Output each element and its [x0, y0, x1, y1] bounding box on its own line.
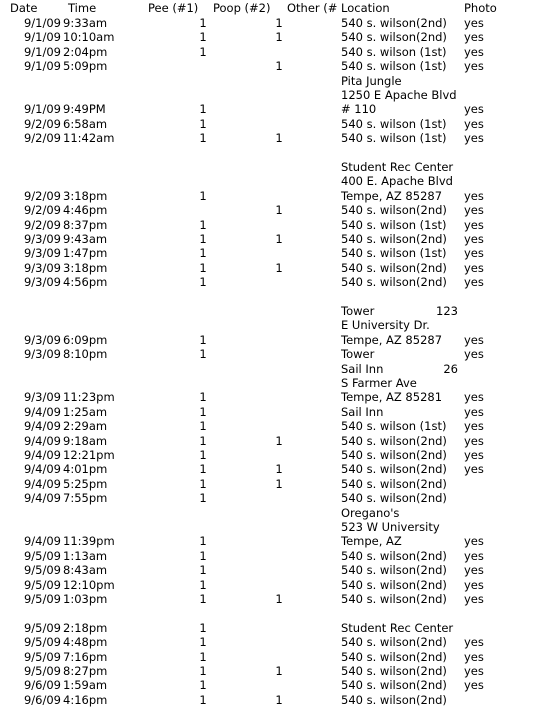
cell-photo: yes	[464, 332, 484, 347]
cell-location: 400 E. Apache Blvd	[341, 174, 453, 189]
header-pee: Pee (#1)	[148, 1, 199, 15]
cell-photo: yes	[464, 217, 484, 232]
cell-time: 9:33am	[63, 16, 108, 30]
cell-pee: 1	[199, 620, 207, 635]
cell-location: 540 s. wilson(2nd)	[341, 592, 447, 606]
table-row	[0, 362, 556, 376]
cell-poop: 1	[275, 664, 283, 678]
table-row	[0, 203, 556, 217]
table-row	[0, 261, 556, 275]
cell-location: 540 s. wilson(2nd)	[341, 476, 447, 491]
cell-poop: 1	[275, 16, 283, 30]
cell-pee: 1	[199, 188, 207, 203]
cell-time: 5:09pm	[63, 59, 108, 74]
cell-time: 1:47pm	[63, 246, 108, 261]
cell-photo: yes	[464, 390, 484, 405]
cell-poop: 1	[275, 232, 283, 246]
cell-photo: yes	[464, 649, 484, 664]
table-row	[0, 506, 556, 520]
table-row	[0, 117, 556, 131]
cell-location: 523 W University	[341, 520, 440, 534]
table-row	[0, 232, 556, 246]
cell-date: 9/2/09	[23, 131, 61, 146]
header-row	[0, 1, 556, 15]
cell-photo: yes	[464, 30, 484, 45]
table-row	[0, 174, 556, 188]
header-photo: Photo	[464, 1, 497, 15]
cell-date: 9/1/09	[23, 16, 61, 30]
cell-pee: 1	[199, 232, 207, 246]
cell-time: 3:18pm	[63, 188, 108, 203]
cell-time: 2:29am	[63, 419, 108, 434]
cell-pee: 1	[199, 16, 207, 30]
cell-date: 9/5/09	[23, 592, 61, 606]
cell-date: 9/1/09	[23, 30, 61, 45]
cell-pee: 1	[199, 462, 207, 477]
cell-location: 540 s. wilson(2nd)	[341, 649, 447, 664]
cell-location: 540 s. wilson (1st)	[341, 419, 447, 434]
cell-location: Tempe, AZ 85287	[341, 332, 443, 347]
cell-time: 2:04pm	[63, 44, 108, 59]
cell-location: # 110	[341, 102, 377, 117]
header-other: Other (#	[287, 1, 338, 15]
cell-date: 9/2/09	[23, 188, 61, 203]
cell-location: Student Rec Center	[341, 620, 454, 635]
cell-date: 9/2/09	[23, 203, 61, 218]
cell-photo: yes	[464, 577, 484, 592]
cell-time: 8:10pm	[63, 347, 108, 362]
cell-location: Tempe, AZ 85281	[341, 390, 443, 405]
cell-time: 2:18pm	[63, 620, 108, 635]
cell-pee: 1	[199, 592, 207, 606]
cell-location-extra: 26	[443, 361, 458, 376]
table-row	[0, 549, 556, 563]
cell-location: 540 s. wilson(2nd)	[341, 678, 447, 693]
cell-date: 9/3/09	[23, 347, 61, 362]
cell-pee: 1	[199, 260, 207, 275]
cell-date: 9/2/09	[23, 116, 61, 131]
cell-location: S Farmer Ave	[341, 376, 417, 390]
cell-time: 4:01pm	[63, 462, 108, 477]
cell-photo: yes	[464, 592, 484, 606]
cell-location: 540 s. wilson (1st)	[341, 116, 447, 131]
cell-photo: yes	[464, 102, 484, 117]
cell-date: 9/4/09	[23, 491, 61, 506]
cell-time: 4:46pm	[63, 203, 108, 218]
cell-pee: 1	[199, 30, 207, 45]
cell-location: 540 s. wilson (1st)	[341, 131, 447, 146]
cell-pee: 1	[199, 116, 207, 131]
table-row	[0, 275, 556, 289]
cell-time: 11:23pm	[63, 390, 115, 405]
cell-date: 9/3/09	[23, 275, 61, 290]
table-row	[0, 390, 556, 404]
cell-time: 12:10pm	[63, 577, 115, 592]
cell-date: 9/4/09	[23, 433, 61, 448]
cell-pee: 1	[199, 692, 207, 707]
cell-time: 11:39pm	[63, 534, 115, 549]
cell-location: Student Rec Center	[341, 160, 454, 174]
cell-photo: yes	[464, 433, 484, 448]
cell-location: 540 s. wilson (1st)	[341, 217, 447, 232]
cell-date: 9/5/09	[23, 577, 61, 592]
cell-pee: 1	[199, 563, 207, 578]
cell-location: 540 s. wilson (1st)	[341, 59, 447, 74]
cell-photo: yes	[464, 260, 484, 275]
cell-location: 540 s. wilson(2nd)	[341, 232, 447, 246]
table-row	[0, 160, 556, 174]
cell-photo: yes	[464, 16, 484, 30]
cell-photo: yes	[464, 548, 484, 563]
table-row	[0, 563, 556, 577]
table-row	[0, 650, 556, 664]
cell-date: 9/4/09	[23, 448, 61, 462]
cell-date: 9/4/09	[23, 419, 61, 434]
cell-location: 1250 E Apache Blvd	[341, 88, 457, 102]
table-row	[0, 635, 556, 649]
cell-photo: yes	[464, 131, 484, 146]
table-row	[0, 434, 556, 448]
cell-location: 540 s. wilson(2nd)	[341, 548, 447, 563]
table-row	[0, 131, 556, 145]
cell-pee: 1	[199, 649, 207, 664]
cell-photo: yes	[464, 448, 484, 462]
header-location: Location	[341, 1, 390, 15]
cell-photo: yes	[464, 59, 484, 74]
cell-time: 6:58am	[63, 116, 108, 131]
table-row	[0, 45, 556, 59]
cell-location: 540 s. wilson(2nd)	[341, 692, 447, 707]
cell-poop: 1	[275, 433, 283, 448]
cell-date: 9/6/09	[23, 692, 61, 707]
cell-location: Tempe, AZ	[341, 534, 402, 549]
table-row	[0, 376, 556, 390]
cell-photo: yes	[464, 419, 484, 434]
cell-photo: yes	[464, 462, 484, 477]
cell-date: 9/4/09	[23, 404, 61, 419]
cell-poop: 1	[275, 260, 283, 275]
table-row	[0, 246, 556, 260]
cell-pee: 1	[199, 275, 207, 290]
cell-pee: 1	[199, 433, 207, 448]
cell-time: 8:27pm	[63, 664, 108, 678]
cell-location: 540 s. wilson(2nd)	[341, 577, 447, 592]
header-date: Date	[10, 1, 38, 15]
cell-time: 4:48pm	[63, 635, 108, 650]
cell-pee: 1	[199, 678, 207, 693]
cell-location: 540 s. wilson(2nd)	[341, 30, 447, 45]
table-row	[0, 59, 556, 73]
cell-poop: 1	[275, 30, 283, 45]
table-row	[0, 218, 556, 232]
table-row	[0, 520, 556, 534]
cell-location: 540 s. wilson(2nd)	[341, 275, 447, 290]
table-row	[0, 491, 556, 505]
cell-location: 540 s. wilson(2nd)	[341, 16, 447, 30]
cell-time: 7:16pm	[63, 649, 108, 664]
cell-location: Sail Inn	[341, 361, 384, 376]
cell-date: 9/3/09	[23, 332, 61, 347]
cell-location: 540 s. wilson (1st)	[341, 246, 447, 261]
table-row	[0, 592, 556, 606]
cell-photo: yes	[464, 246, 484, 261]
cell-pee: 1	[199, 635, 207, 650]
table-row	[0, 304, 556, 318]
cell-date: 9/5/09	[23, 635, 61, 650]
cell-pee: 1	[199, 347, 207, 362]
cell-date: 9/5/09	[23, 664, 61, 678]
cell-poop: 1	[275, 131, 283, 146]
cell-date: 9/1/09	[23, 102, 61, 117]
cell-date: 9/3/09	[23, 260, 61, 275]
table-row	[0, 74, 556, 88]
cell-pee: 1	[199, 217, 207, 232]
table-row	[0, 419, 556, 433]
table-row	[0, 693, 556, 707]
cell-photo: yes	[464, 534, 484, 549]
cell-pee: 1	[199, 577, 207, 592]
table-row	[0, 534, 556, 548]
cell-time: 8:43am	[63, 563, 108, 578]
cell-location: 540 s. wilson(2nd)	[341, 635, 447, 650]
cell-time: 8:37pm	[63, 217, 108, 232]
cell-poop: 1	[275, 462, 283, 477]
cell-time: 12:21pm	[63, 448, 115, 462]
cell-photo: yes	[464, 232, 484, 246]
table-row	[0, 578, 556, 592]
cell-time: 9:49PM	[63, 102, 106, 117]
cell-poop: 1	[275, 59, 283, 74]
table-row	[0, 664, 556, 678]
cell-pee: 1	[199, 491, 207, 506]
cell-location: 540 s. wilson(2nd)	[341, 203, 447, 218]
cell-date: 9/2/09	[23, 217, 61, 232]
cell-time: 1:03pm	[63, 592, 108, 606]
cell-pee: 1	[199, 102, 207, 117]
table-row	[0, 88, 556, 102]
cell-pee: 1	[199, 419, 207, 434]
table-row	[0, 318, 556, 332]
cell-date: 9/1/09	[23, 59, 61, 74]
table-row	[0, 30, 556, 44]
cell-date: 9/3/09	[23, 246, 61, 261]
cell-pee: 1	[199, 476, 207, 491]
table-row	[0, 678, 556, 692]
cell-time: 5:25pm	[63, 476, 108, 491]
table-row	[0, 347, 556, 361]
cell-time: 1:13am	[63, 548, 108, 563]
cell-location: 540 s. wilson(2nd)	[341, 462, 447, 477]
cell-location-extra: 123	[436, 304, 458, 318]
cell-location: Pita Jungle	[341, 73, 402, 88]
cell-photo: yes	[464, 664, 484, 678]
cell-location: Sail Inn	[341, 404, 384, 419]
cell-pee: 1	[199, 332, 207, 347]
cell-date: 9/4/09	[23, 462, 61, 477]
cell-photo: yes	[464, 404, 484, 419]
cell-date: 9/3/09	[23, 232, 61, 246]
cell-pee: 1	[199, 44, 207, 59]
cell-location: 540 s. wilson(2nd)	[341, 563, 447, 578]
cell-date: 9/5/09	[23, 649, 61, 664]
cell-date: 9/4/09	[23, 476, 61, 491]
table-row	[0, 462, 556, 476]
cell-pee: 1	[199, 448, 207, 462]
cell-date: 9/1/09	[23, 44, 61, 59]
cell-time: 7:55pm	[63, 491, 108, 506]
cell-photo: yes	[464, 116, 484, 131]
cell-photo: yes	[464, 275, 484, 290]
cell-time: 6:09pm	[63, 332, 108, 347]
table-row	[0, 189, 556, 203]
cell-photo: yes	[464, 563, 484, 578]
cell-photo: yes	[464, 203, 484, 218]
cell-photo: yes	[464, 678, 484, 693]
table-row	[0, 146, 556, 160]
cell-time: 9:18am	[63, 433, 108, 448]
cell-photo: yes	[464, 44, 484, 59]
table-row	[0, 102, 556, 116]
cell-poop: 1	[275, 476, 283, 491]
table-row	[0, 290, 556, 304]
cell-pee: 1	[199, 246, 207, 261]
cell-time: 9:43am	[63, 232, 108, 246]
cell-time: 1:25am	[63, 404, 108, 419]
cell-location: 540 s. wilson(2nd)	[341, 491, 447, 506]
cell-location: 540 s. wilson(2nd)	[341, 433, 447, 448]
table-row	[0, 621, 556, 635]
cell-location: Tower	[341, 347, 375, 362]
cell-time: 4:16pm	[63, 692, 108, 707]
cell-date: 9/6/09	[23, 678, 61, 693]
cell-poop: 1	[275, 203, 283, 218]
cell-date: 9/5/09	[23, 563, 61, 578]
cell-poop: 1	[275, 592, 283, 606]
header-time: Time	[68, 1, 97, 15]
table-row	[0, 16, 556, 30]
cell-location: 540 s. wilson(2nd)	[341, 664, 447, 678]
cell-time: 11:42am	[63, 131, 115, 146]
cell-time: 3:18pm	[63, 260, 108, 275]
cell-date: 9/5/09	[23, 620, 61, 635]
table-row	[0, 606, 556, 620]
cell-pee: 1	[199, 548, 207, 563]
table-row	[0, 405, 556, 419]
cell-location: Tempe, AZ 85287	[341, 188, 443, 203]
cell-photo: yes	[464, 635, 484, 650]
cell-location: 540 s. wilson(2nd)	[341, 260, 447, 275]
cell-pee: 1	[199, 404, 207, 419]
table-row	[0, 448, 556, 462]
cell-location: Tower	[341, 304, 375, 318]
cell-time: 10:10am	[63, 30, 115, 45]
cell-date: 9/3/09	[23, 390, 61, 405]
cell-time: 1:59am	[63, 678, 108, 693]
cell-date: 9/4/09	[23, 534, 61, 549]
cell-photo: yes	[464, 347, 484, 362]
cell-pee: 1	[199, 664, 207, 678]
cell-date: 9/5/09	[23, 548, 61, 563]
cell-poop: 1	[275, 692, 283, 707]
cell-photo: yes	[464, 188, 484, 203]
cell-pee: 1	[199, 390, 207, 405]
cell-location: 540 s. wilson (1st)	[341, 44, 447, 59]
header-poop: Poop (#2)	[213, 1, 271, 15]
cell-location: 540 s. wilson(2nd)	[341, 448, 447, 462]
cell-location: E University Dr.	[341, 318, 430, 333]
cell-time: 4:56pm	[63, 275, 108, 290]
table-row	[0, 477, 556, 491]
table-row	[0, 333, 556, 347]
cell-pee: 1	[199, 534, 207, 549]
cell-pee: 1	[199, 131, 207, 146]
cell-location: Oregano's	[341, 505, 400, 520]
